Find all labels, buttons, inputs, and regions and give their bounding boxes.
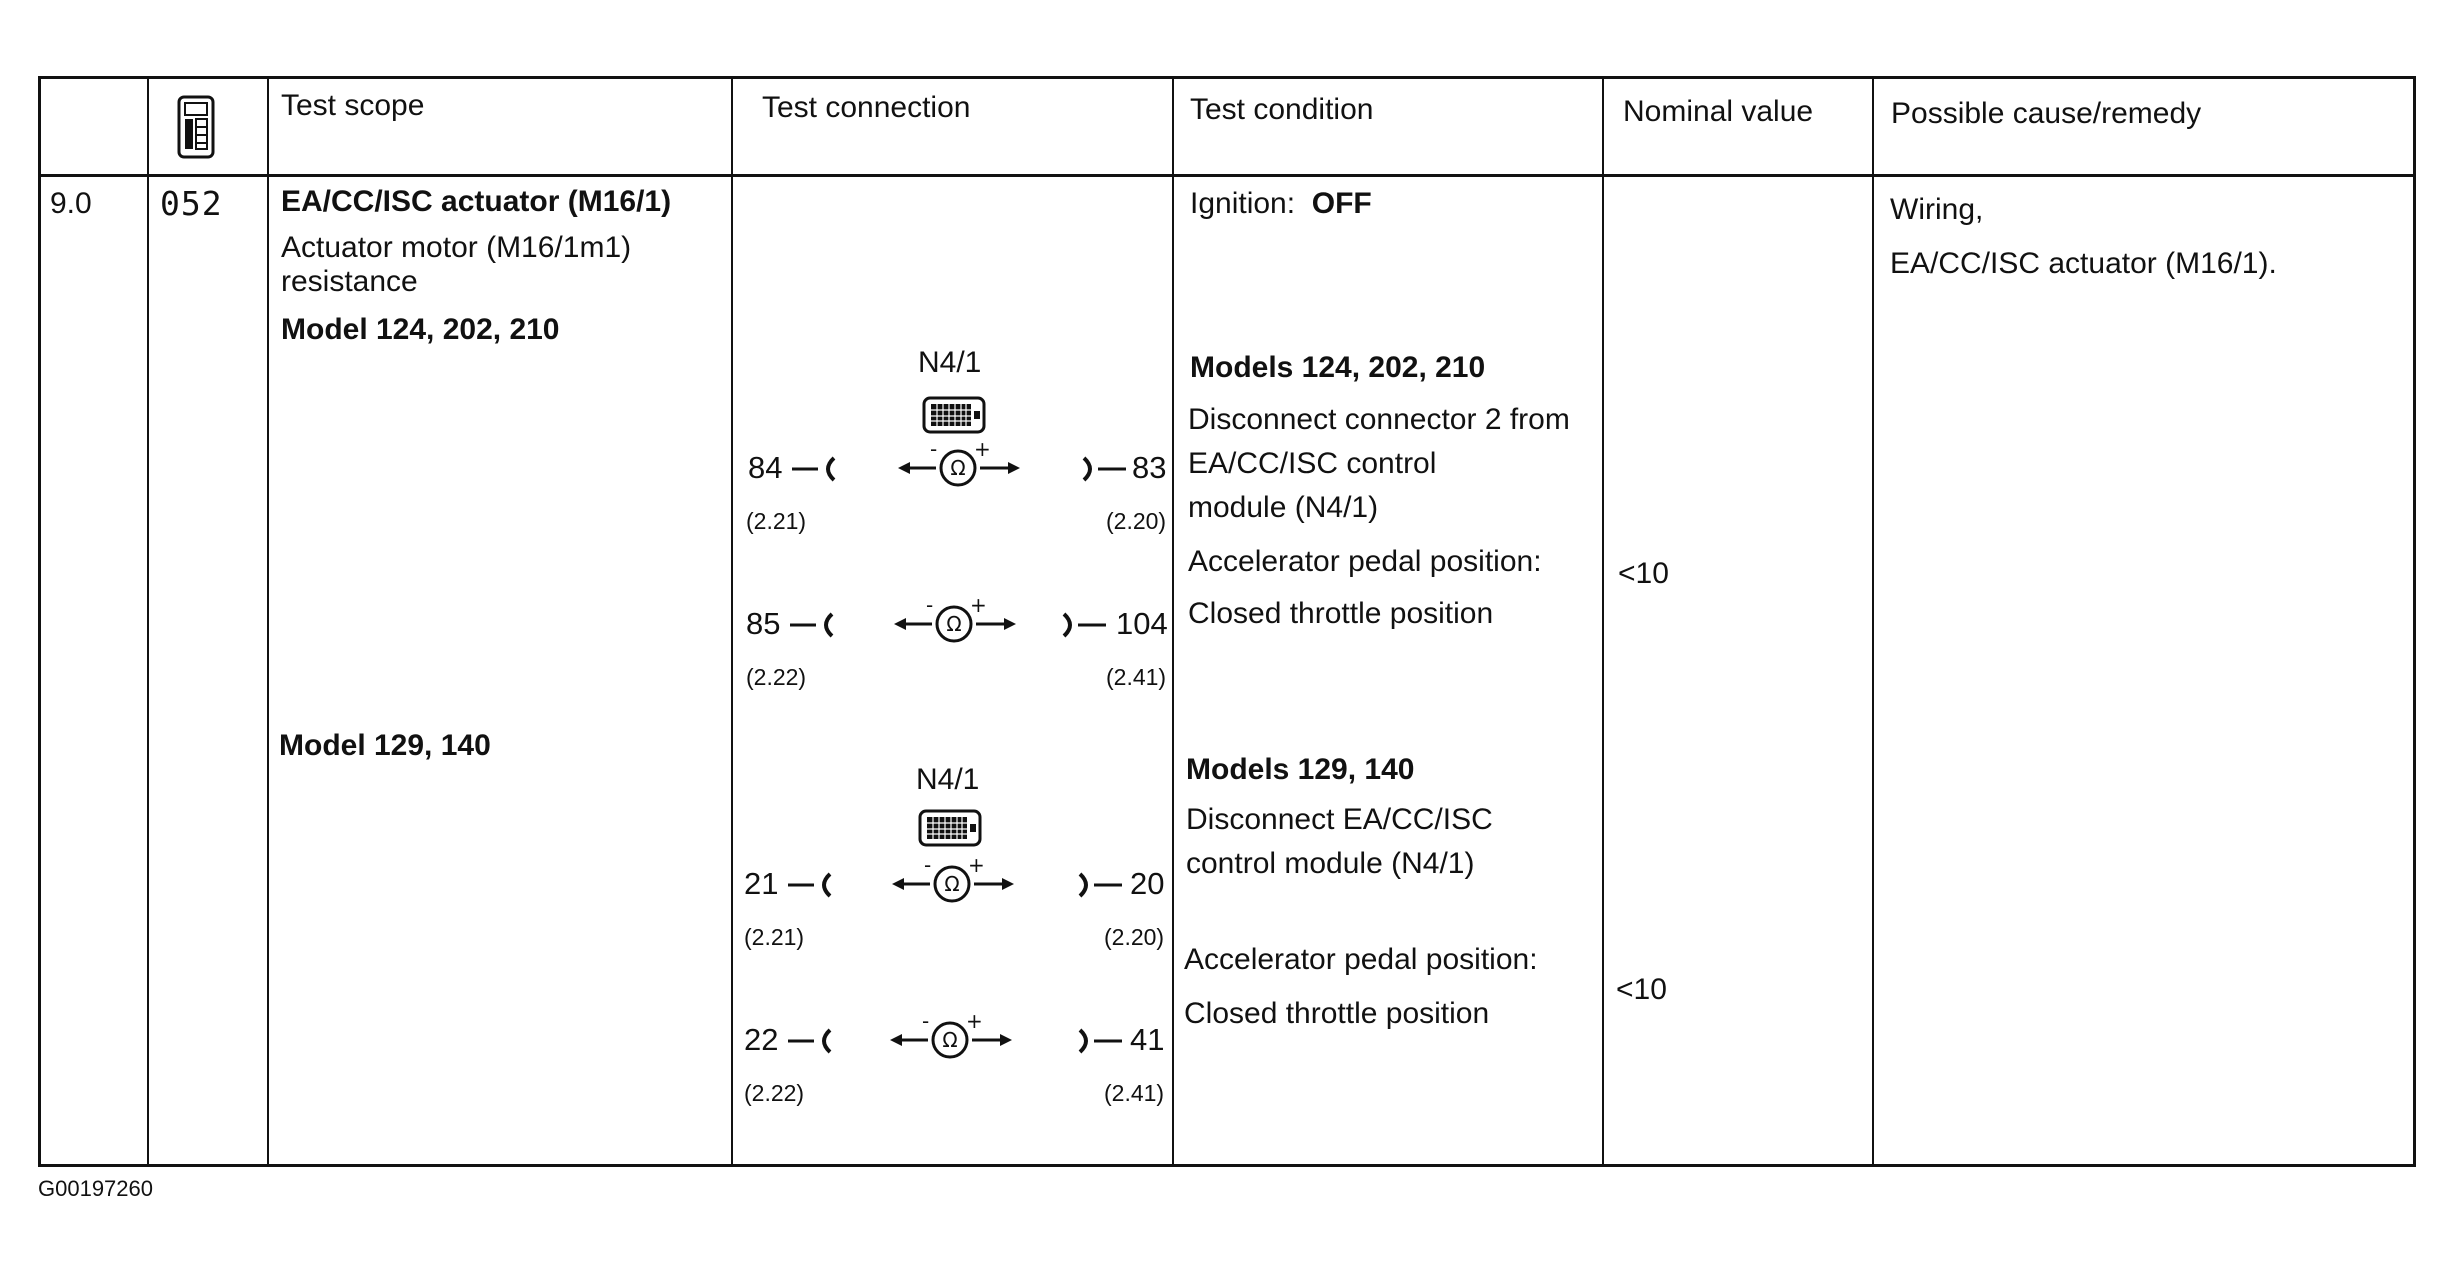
condition-b-line-4: Closed throttle position: [1184, 997, 1490, 1030]
svg-text:+: +: [974, 442, 991, 461]
pin-right-ref: (2.41): [1104, 1080, 1165, 1106]
scope-line-1: Actuator motor (M16/1m1): [281, 231, 632, 264]
step-number: 9.0: [50, 187, 92, 220]
ohmmeter-icon: [890, 598, 1020, 644]
table-right-border: [2413, 76, 2416, 1167]
header-possible-cause: Possible cause/remedy: [1891, 97, 2202, 130]
ohmmeter-icon: [894, 442, 1024, 488]
pin-left-ref: (2.21): [746, 508, 807, 534]
fault-code: 052: [160, 184, 223, 223]
condition-a-line-1: Disconnect connector 2 from: [1188, 403, 1570, 436]
ohmmeter-icon: [888, 858, 1018, 904]
col-divider-1: [147, 76, 149, 1167]
ignition-condition: [1190, 186, 1372, 222]
header-divider: [40, 174, 2415, 177]
probe-right-icon: [1074, 868, 1124, 902]
pin-right-ref: (2.20): [1106, 508, 1167, 534]
ecu-label-a: N4/1: [918, 346, 982, 379]
condition-a-line-2: EA/CC/ISC control: [1188, 447, 1437, 480]
condition-b-line-3: Accelerator pedal position:: [1184, 943, 1538, 976]
header-test-condition: Test condition: [1190, 93, 1374, 126]
header-test-connection: Test connection: [762, 91, 971, 124]
svg-text:+: +: [970, 598, 987, 617]
probe-left-icon: [786, 868, 836, 902]
probe-left-icon: [788, 608, 838, 642]
table-bottom-border: [38, 1164, 2415, 1167]
pin-right-ref: (2.41): [1106, 664, 1167, 690]
svg-text:-: -: [930, 442, 938, 461]
condition-b-title: Models 129, 140: [1186, 753, 1415, 786]
pin-right-ref: (2.20): [1104, 924, 1165, 950]
pin-right: 20: [1130, 866, 1165, 901]
probe-right-icon: [1058, 608, 1108, 642]
probe-right-icon: [1074, 1024, 1124, 1058]
condition-a-line-4: Accelerator pedal position:: [1188, 545, 1542, 578]
pin-left: 22: [744, 1022, 779, 1057]
svg-text:+: +: [966, 1014, 983, 1033]
svg-text:-: -: [926, 598, 934, 617]
probe-right-icon: [1078, 452, 1128, 486]
condition-a-line-3: module (N4/1): [1188, 491, 1379, 524]
table-left-border: [38, 76, 41, 1167]
col-divider-2: [267, 76, 269, 1167]
nominal-value-b: <10: [1616, 973, 1667, 1006]
remedy-line-2: EA/CC/ISC actuator (M16/1).: [1890, 247, 2277, 280]
svg-text:Ω: Ω: [942, 1028, 958, 1052]
scope-model-a: Model 124, 202, 210: [281, 313, 560, 346]
condition-b-line-2: control module (N4/1): [1186, 847, 1475, 880]
control-module-icon: [918, 808, 982, 848]
pin-left-ref: (2.22): [744, 1080, 805, 1106]
header-test-scope: Test scope: [281, 89, 425, 122]
col-divider-3: [731, 76, 733, 1167]
ignition-value: OFF: [1311, 187, 1372, 220]
pin-left: 84: [748, 450, 783, 485]
svg-text:Ω: Ω: [944, 872, 960, 896]
hand-held-tester-icon: [176, 95, 216, 159]
scope-line-2: resistance: [281, 265, 418, 298]
table-top-border: [40, 76, 2415, 79]
svg-text:+: +: [968, 858, 985, 877]
col-divider-4: [1172, 76, 1174, 1167]
figure-id: G00197260: [38, 1176, 153, 1201]
probe-left-icon: [786, 1024, 836, 1058]
svg-text:-: -: [922, 1014, 930, 1033]
remedy-line-1: Wiring,: [1890, 193, 1984, 226]
ecu-label-b: N4/1: [916, 763, 980, 796]
scope-model-b: Model 129, 140: [279, 729, 491, 762]
pin-right: 83: [1132, 450, 1167, 485]
condition-a-title: Models 124, 202, 210: [1190, 351, 1486, 384]
condition-b-line-1: Disconnect EA/CC/ISC: [1186, 803, 1493, 836]
probe-left-icon: [790, 452, 840, 486]
col-divider-5: [1602, 76, 1604, 1167]
nominal-value-a: <10: [1618, 557, 1669, 590]
svg-text:-: -: [924, 858, 932, 877]
pin-left: 85: [746, 606, 781, 641]
ignition-label: Ignition:: [1190, 187, 1296, 220]
svg-text:Ω: Ω: [946, 612, 962, 636]
pin-left: 21: [744, 866, 779, 901]
condition-a-line-5: Closed throttle position: [1188, 597, 1494, 630]
pin-right: 41: [1130, 1022, 1165, 1057]
pin-left-ref: (2.21): [744, 924, 805, 950]
header-nominal-value: Nominal value: [1623, 95, 1814, 128]
control-module-icon: [922, 395, 986, 435]
scope-title: EA/CC/ISC actuator (M16/1): [281, 185, 672, 218]
pin-right: 104: [1116, 606, 1168, 641]
col-divider-6: [1872, 76, 1874, 1167]
svg-text:Ω: Ω: [950, 456, 966, 480]
ohmmeter-icon: [886, 1014, 1016, 1060]
pin-left-ref: (2.22): [746, 664, 807, 690]
